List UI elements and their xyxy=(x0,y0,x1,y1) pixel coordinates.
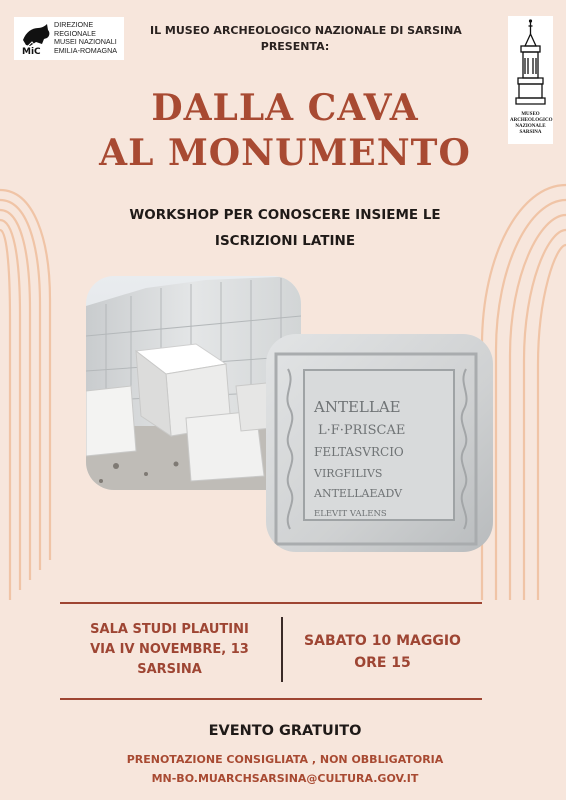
booking-note: PRENOTAZIONE CONSIGLIATA , NON OBBLIGATORIA xyxy=(126,753,444,766)
latin-inscription-photo xyxy=(266,334,493,552)
event-time: ORE 15 xyxy=(354,655,411,671)
presenter-line: IL MUSEO ARCHEOLOGICO NAZIONALE DI SARSINA xyxy=(150,24,462,37)
event-datetime xyxy=(300,630,465,674)
booking-info xyxy=(110,750,460,788)
event-title xyxy=(60,86,510,176)
venue-name: SALA STUDI PLAUTINI xyxy=(90,622,249,637)
horse-logo-icon xyxy=(20,22,52,55)
org-name: DIREZIONE REGIONALE MUSEI NAZIONALI EMILIA-ROMAGNA xyxy=(54,20,118,55)
venue-city: SARSINA xyxy=(137,662,202,677)
inscription-line: FELTASVRCIO xyxy=(314,445,404,459)
contact-email: MN-BO.MUARCHSARSINA@CULTURA.GOV.IT xyxy=(151,772,419,785)
inscription-line: L·F·PRISCAE xyxy=(318,423,406,438)
inscription-line: ELEVIT VALENS xyxy=(314,509,387,519)
mic-logo-text: MiC xyxy=(22,47,41,55)
subtitle-line-1: WORKSHOP PER CONOSCERE INSIEME LE xyxy=(129,207,441,223)
ministry-logo xyxy=(14,17,124,60)
divider-top xyxy=(60,602,482,604)
venue-address: VIA IV NOVEMBRE, 13 xyxy=(90,642,249,657)
presenter-text xyxy=(150,23,462,55)
museum-name: MUSEO ARCHEOLOGICO NAZIONALE SARSINA xyxy=(510,112,553,135)
title-line-1: DALLA CAVA xyxy=(151,87,419,129)
event-subtitle xyxy=(90,202,480,254)
presenter-label: PRESENTA: xyxy=(260,40,330,53)
divider-bottom xyxy=(60,698,482,700)
monument-icon xyxy=(508,16,553,112)
inscription-line: ANTELLAEADV xyxy=(314,487,403,500)
subtitle-line-2: ISCRIZIONI LATINE xyxy=(214,233,356,249)
inscription-line: VIRGFILIVS xyxy=(314,467,383,480)
inscription-line: ANTELLAE xyxy=(314,398,401,416)
museum-logo xyxy=(508,16,553,144)
event-date: SABATO 10 MAGGIO xyxy=(304,633,461,649)
event-location xyxy=(82,620,257,680)
divider-vertical xyxy=(281,617,283,682)
title-line-2: AL MONUMENTO xyxy=(99,132,471,174)
free-event-label: EVENTO GRATUITO xyxy=(208,723,362,739)
